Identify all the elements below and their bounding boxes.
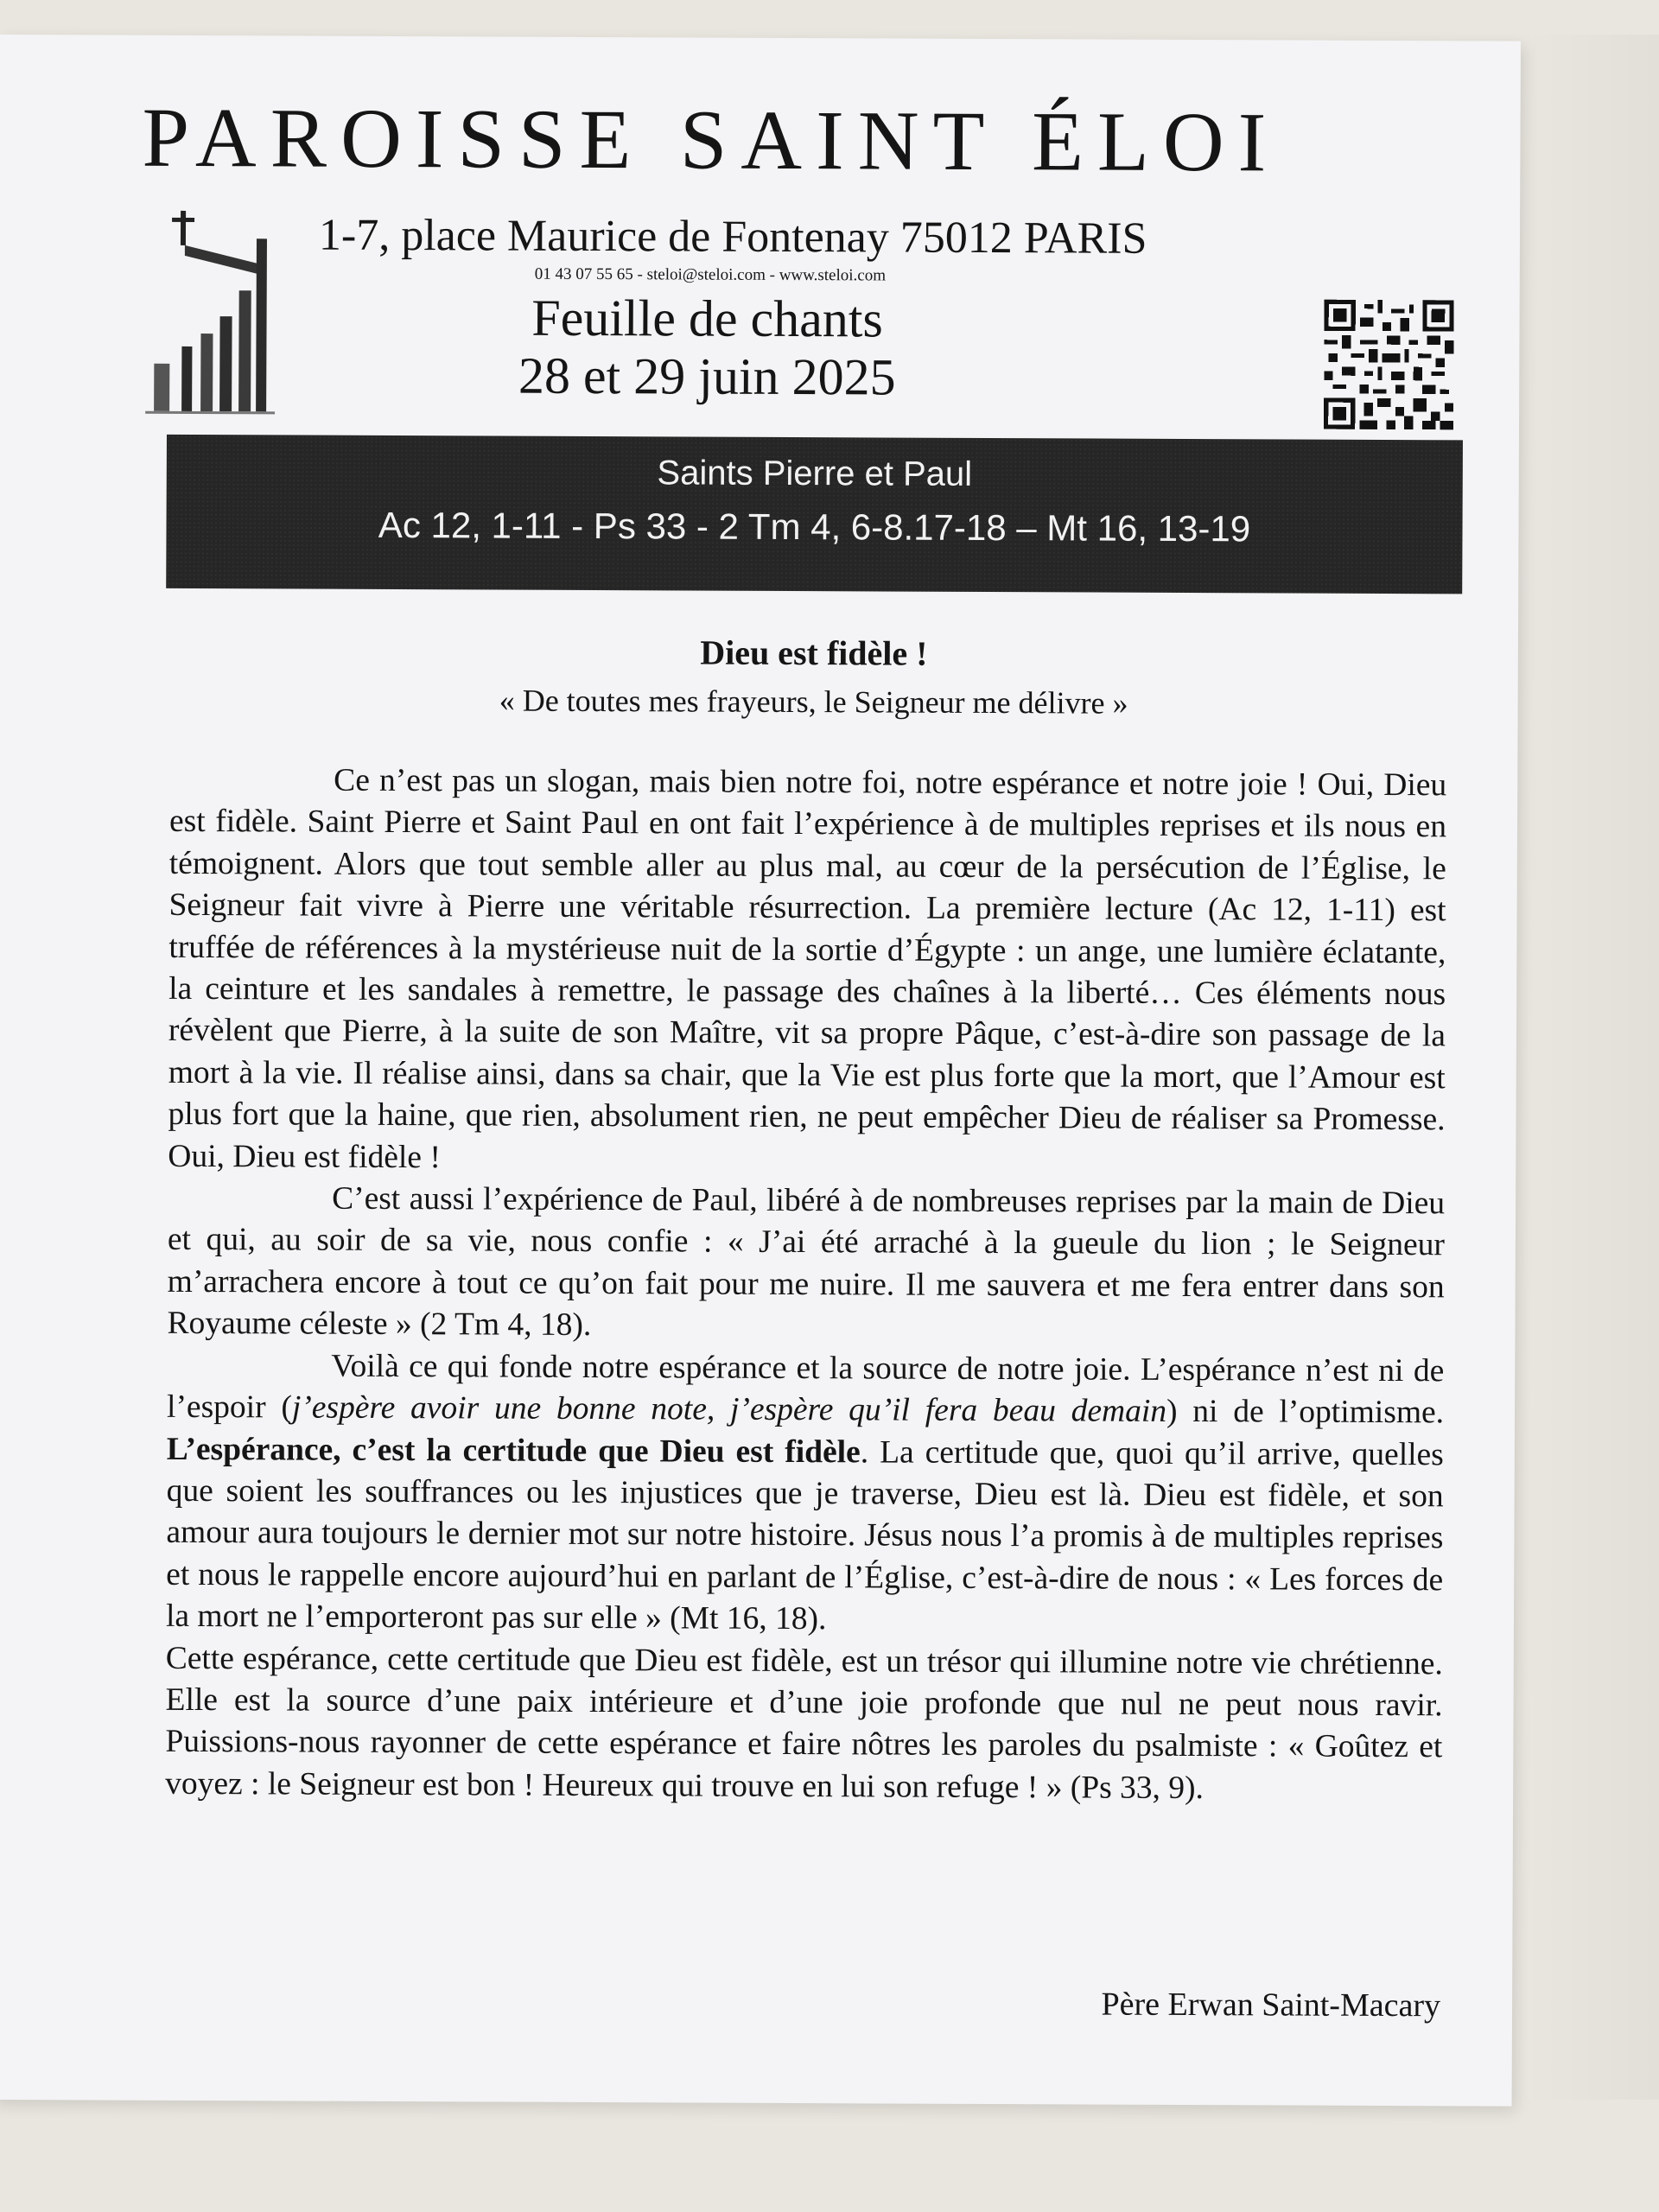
author-signature: Père Erwan Saint-Macary (1101, 1986, 1441, 2024)
sheet-title-label: Feuille de chants (531, 289, 883, 348)
paragraph-2: C’est aussi l’expérience de Paul, libéré à de nombreuses reprises par la main de Dieu et qui, au soir de sa vie, nous confie : « J’ai été arraché à la gueule du lion ; le Seigneur m’arrachera encore à tout ce qu’on fait pour me nuire. Il me sauvera et me fera entrer dans son Royaume céleste » (2 Tm 4, 18). (167, 1180, 1446, 1344)
paragraph-3 (166, 1345, 1444, 1643)
paragraph-3-italic: j’espère avoir une bonne note, j’espère qu’il fera beau demain (291, 1389, 1167, 1429)
paragraph-4: Cette espérance, cette certitude que Dieu est fidèle, est un trésor qui illumine notre vie chrétienne. Elle est la source d’une paix intérieure et d’une joie profonde que nul ne peut nous ravir. Puissions-nous rayonner de cette espérance et faire nôtres les paroles du psalmiste : « Goûtez et voyez : le Seigneur est bon ! Heureux qui trouve en lui son refuge ! » (Ps 33, 9). (165, 1640, 1443, 1806)
leaflet-page (0, 35, 1521, 2107)
paragraph-3-part-c: . La certitude que, quoi qu’il arrive, quelles que soient les souffrances ou les injustices que je traverse, Dieu est là. Dieu est fidèle, et son amour aura toujours le dernier mot sur notre histoire. Jésus nous l’a promis à de multiples reprises et nous le rappelle encore aujourd’hui en parlant de l’Église, c’est-à-dire de nous : « Les forces de la mort ne l’emporteront pas sur elle » (Mt 16, 18). (165, 1433, 1444, 1637)
readings-references: Ac 12, 1-11 - Ps 33 - 2 Tm 4, 6-8.17-18 – Mt 16, 13-19 (378, 504, 1251, 550)
page-shadow (1521, 35, 1659, 2100)
feast-banner (166, 435, 1463, 594)
paragraph-1: Ce n’est pas un slogan, mais bien notre foi, notre espérance et notre joie ! Oui, Dieu est fidèle. Saint Pierre et Saint Paul en ont fait l’expérience à de multiples reprises et ils nous en témoignent. Alors que tout semble aller au plus mal, au cœur de la persécution de l’Église, le Seigneur fait vivre à Pierre une véritable résurrection. La première lecture (Ac 12, 1-11) est truffée de références à la mystérieuse nuit de la sortie d’Égypte : un ange, une lumière éclatante, la ceinture et les sandales à remettre, le passage des chaînes à la liberté… Ces éléments nous révèlent que Pierre, à la suite de son Maître, vit sa propre Pâque, c’est-à-dire son passage de la mort à la vie. Il réalise ainsi, dans sa chair, que la Vie est plus forte que la mort, que l’Amour est plus fort que la haine, que rien, absolument rien, ne peut empêcher Dieu de réaliser sa Promesse. Oui, Dieu est fidèle ! (168, 762, 1447, 1175)
sheet-title (404, 289, 1010, 407)
parish-contact: 01 43 07 55 65 - steloi@steloi.com - www.steloi.com (534, 264, 887, 285)
parish-name: PAROISSE SAINT ÉLOI (142, 91, 1281, 190)
paragraph-3-part-b: ) ni de l’optimisme. (1166, 1393, 1445, 1431)
feast-name: Saints Pierre et Paul (657, 454, 973, 493)
qr-code-icon[interactable] (1320, 300, 1458, 435)
church-facade-logo-icon (145, 204, 276, 425)
article-body (165, 760, 1446, 1811)
paragraph-3-bold: L’espérance, c’est la certitude que Dieu est fidèle (166, 1431, 861, 1470)
parish-address: 1-7, place Maurice de Fontenay 75012 PARIS (318, 210, 1147, 264)
paragraph-3-part-a: Voilà ce qui fonde notre espérance et la source de notre joie. L’espérance n’est ni de l’espoir ( (166, 1348, 1445, 1426)
sheet-date: 28 et 29 juin 2025 (518, 346, 896, 406)
article-subtitle: « De toutes mes frayeurs, le Seigneur me délivre » (499, 683, 1128, 721)
article-title: Dieu est fidèle ! (700, 632, 928, 673)
